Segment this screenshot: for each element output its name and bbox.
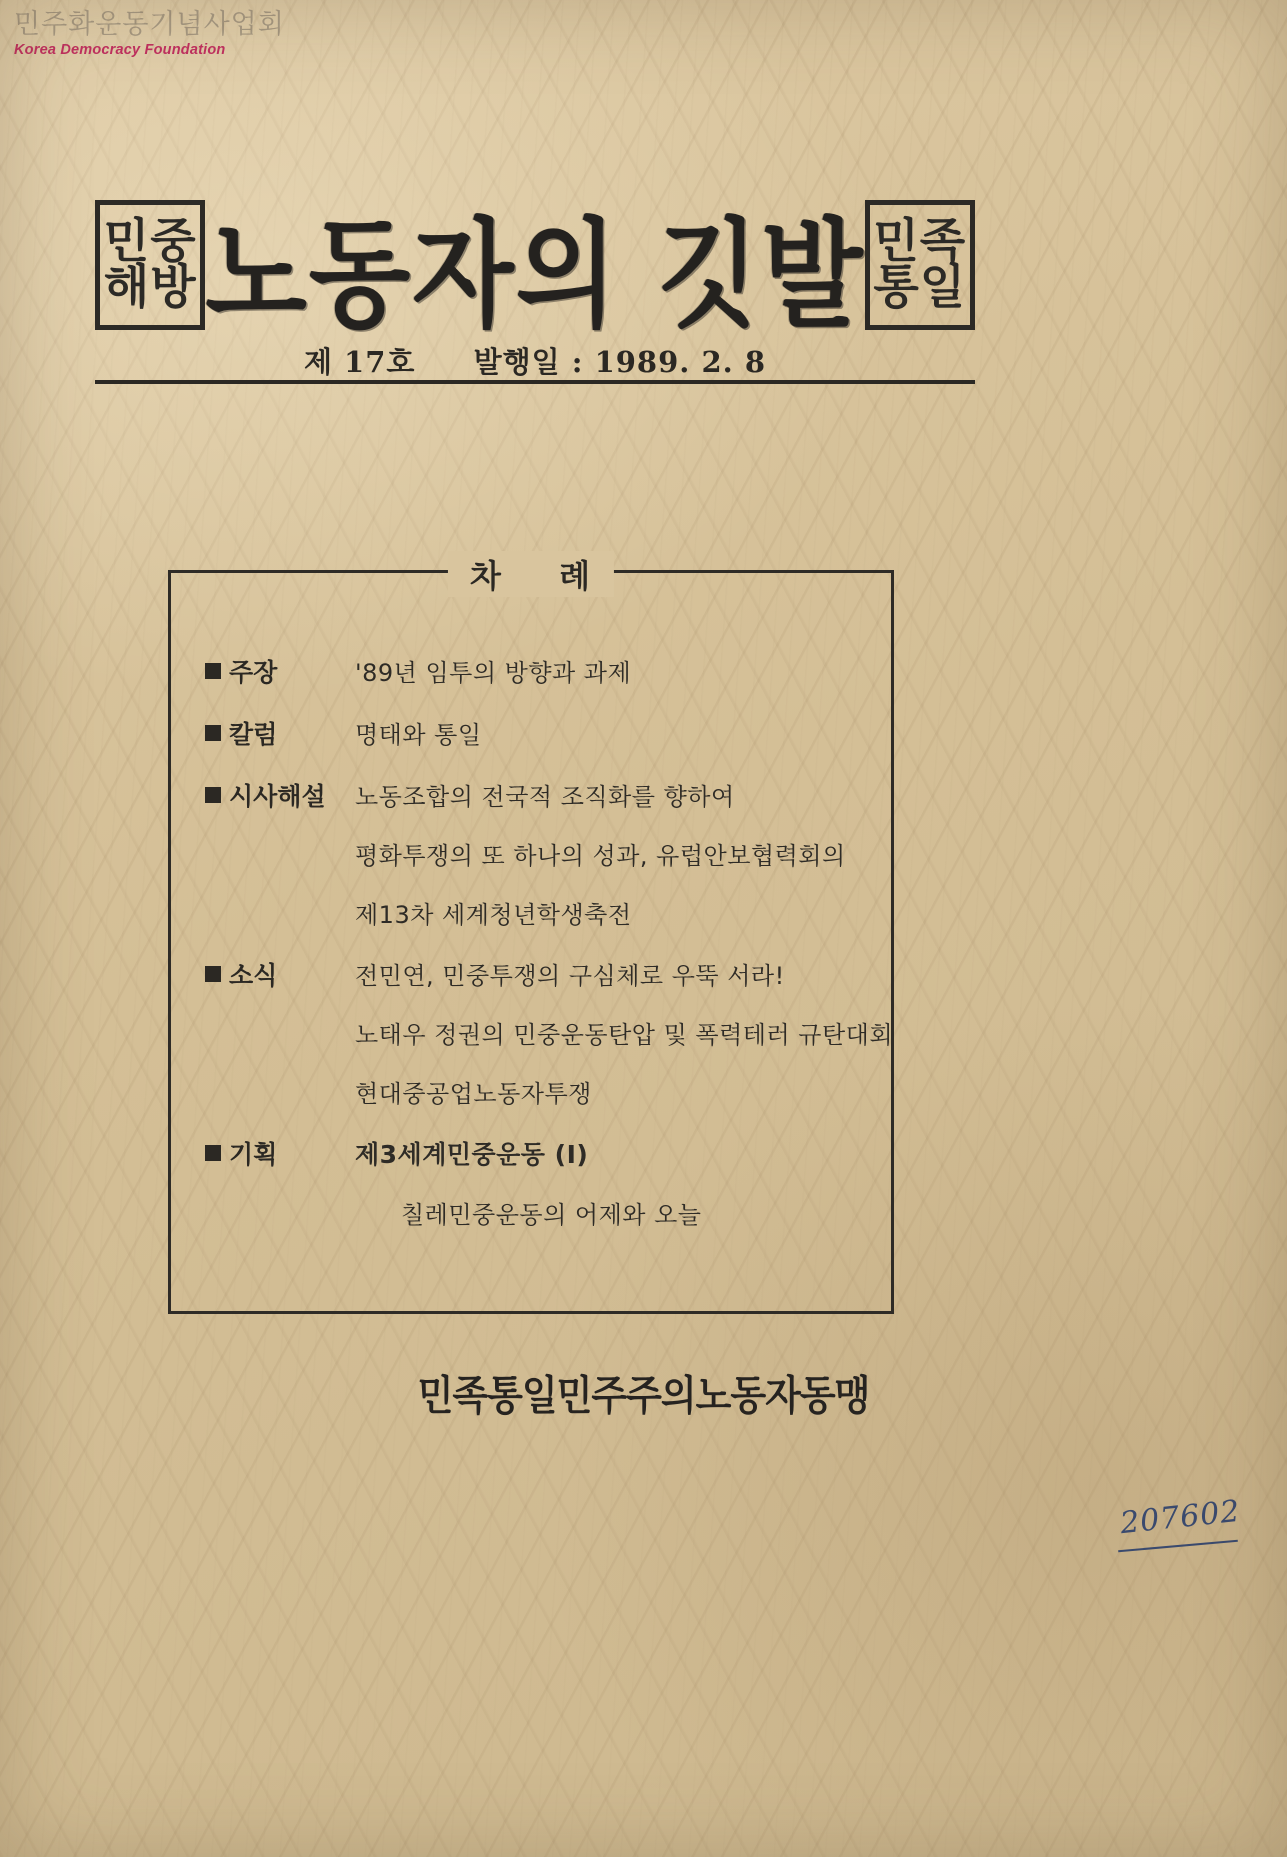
toc-section-label [205,715,355,751]
toc-entry: 노태우 정권의 민중운동탄압 및 폭력테러 규탄대회 [355,1021,894,1049]
toc-entry: '89년 임투의 방향과 과제 [355,659,632,687]
toc-entry: 평화투쟁의 또 하나의 성과, 유럽안보협력회의 [355,842,846,870]
masthead-divider-rule [95,380,975,384]
masthead-right-slogan-line1: 민족 [873,213,967,269]
toc-entry: 현대중공업노동자투쟁 [355,1080,592,1108]
archive-handwritten-mark: 207602 [1118,1493,1243,1542]
masthead-right-slogan-box [865,200,975,330]
toc-section-label [205,653,355,689]
toc-entry-list [355,715,871,750]
square-bullet-icon [205,787,221,803]
publisher-organization: 민족통일민주주의노동자동맹 [417,1372,870,1420]
toc-entry: 제3세계민중운동 (Ⅰ) [355,1140,589,1169]
publish-date: 발행일 : 1989. 2. 8 [473,345,767,379]
toc-group [205,956,894,1109]
toc-entry: 전민연, 민중투쟁의 구심체로 우뚝 서라! [355,962,785,990]
watermark-korean-text: 민주화운동기념사업회 [14,9,285,40]
toc-entry-list [355,1135,871,1230]
masthead-left-slogan-line2: 해방 [103,260,197,315]
masthead-right-slogan-line2: 통일 [873,260,967,315]
toc-body [205,653,894,1256]
toc-section-label [205,777,355,813]
square-bullet-icon [205,966,221,982]
toc-entry-list [355,777,871,930]
toc-entry: 칠레민중운동의 어제와 오늘 [401,1201,702,1229]
toc-group [205,777,871,930]
publication-title: 노동자의 깃발 [205,206,865,343]
watermark [14,10,284,58]
issue-info [95,340,975,381]
masthead [95,195,975,343]
toc-heading [448,551,614,597]
archive-mark-underline [1118,1540,1238,1552]
toc-group [205,653,871,689]
toc-section-label-text: 칼럼 [229,720,278,749]
toc-entry-list [355,653,871,688]
toc-section-label-text: 기획 [229,1140,278,1169]
masthead-left-slogan-box [95,200,205,330]
square-bullet-icon [205,1145,221,1161]
toc-section-label [205,956,355,992]
watermark-english-text: Korea Democracy Foundation [14,41,226,58]
toc-entry: 명태와 통일 [355,721,482,749]
toc-entry: 제13차 세계청년학생축전 [355,901,632,929]
toc-group [205,715,871,751]
toc-group [205,1135,871,1230]
toc-section-label [205,1135,355,1171]
table-of-contents [168,557,894,1314]
toc-heading-right: 례 [559,557,593,595]
masthead-left-slogan-line1: 민중 [103,213,197,269]
issue-number: 제 17호 [303,345,416,379]
toc-heading-left: 차 [469,557,503,595]
toc-entry: 노동조합의 전국적 조직화를 향하여 [355,783,735,811]
toc-section-label-text: 소식 [229,961,278,990]
toc-entry-list [355,956,893,1109]
square-bullet-icon [205,663,221,679]
toc-section-label-text: 시사해설 [229,782,326,811]
square-bullet-icon [205,725,221,741]
toc-section-label-text: 주장 [229,658,278,687]
